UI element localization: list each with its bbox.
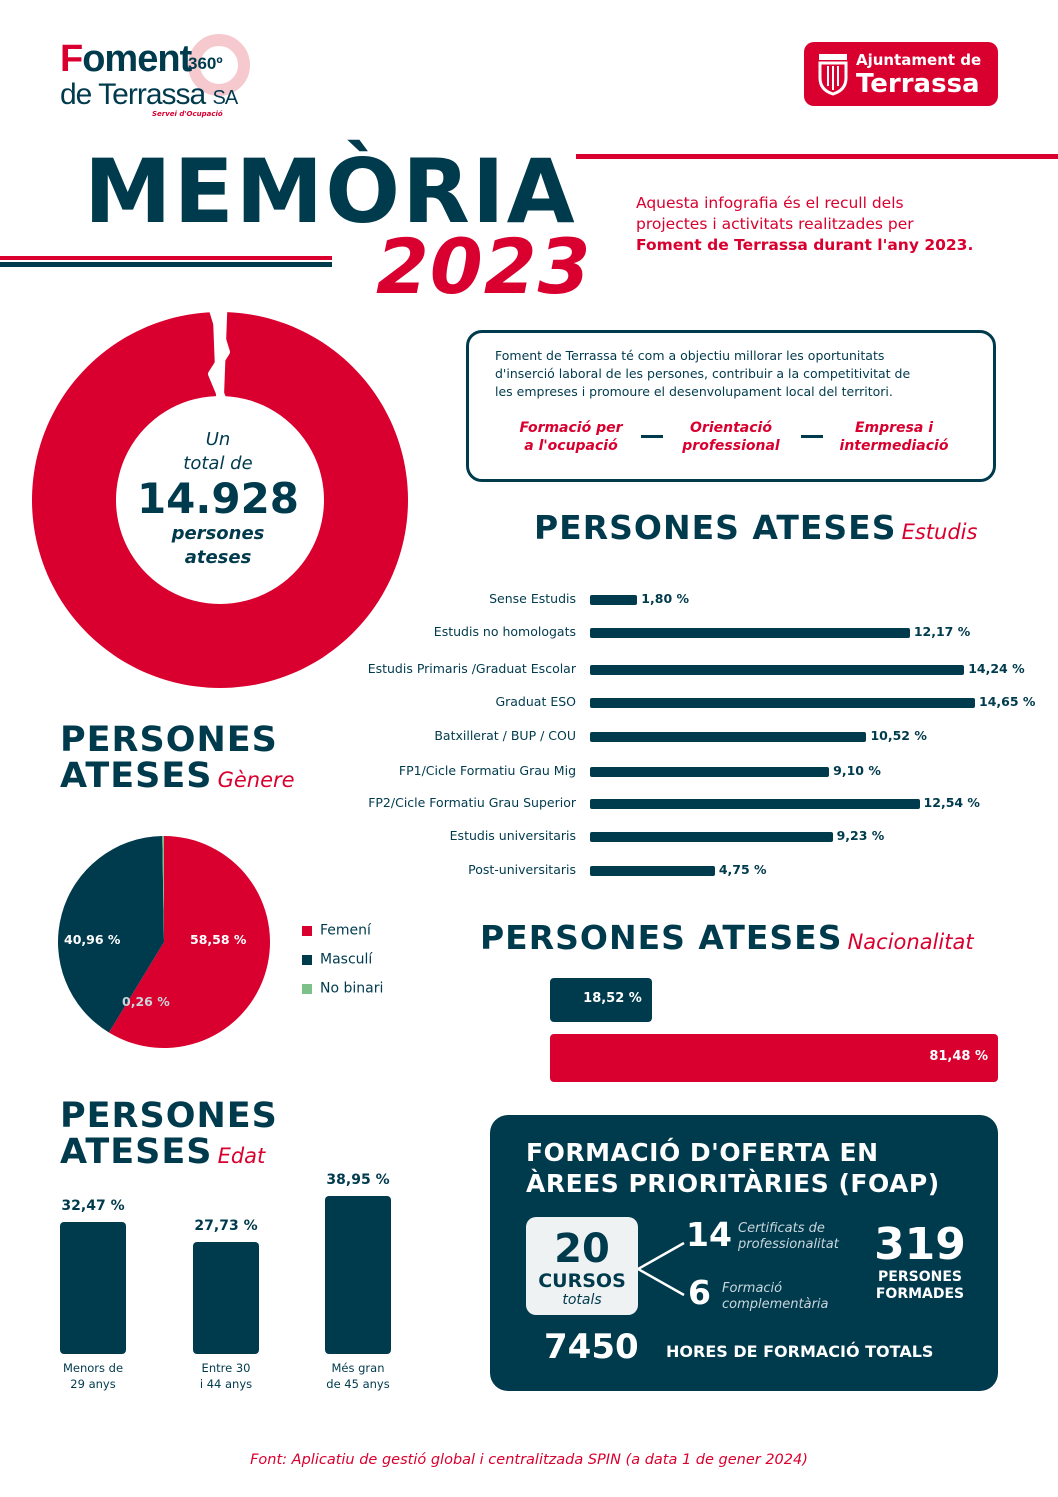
legend-swatch	[302, 984, 312, 994]
ajuntament-logo	[804, 42, 998, 106]
foap-cursos-value: 20	[554, 1226, 610, 1272]
edat-category-line: Més gran	[331, 1361, 385, 1375]
estudis-value-label: 14,65 %	[979, 694, 1036, 709]
nacionalitat-title-main: PERSONES ATESES	[480, 918, 843, 957]
estudis-value-label: 9,10 %	[833, 763, 881, 778]
foap-comp-l2: complementària	[722, 1297, 829, 1312]
objective-line2: d'inserció laboral de les persones, contribuir a la competitivitat de	[495, 366, 911, 381]
logo-badge: 360º	[188, 54, 223, 73]
edat-value-label: 38,95 %	[326, 1172, 390, 1188]
area-orientacio	[661, 419, 801, 455]
ajuntament-line1: Ajuntament de	[856, 51, 982, 69]
estudis-value-label: 4,75 %	[718, 862, 767, 877]
objective-box	[466, 330, 996, 482]
edat-value-label: 27,73 %	[194, 1217, 258, 1234]
total-text	[118, 428, 318, 570]
objective-line3: les empreses i promoure el desenvolupament local del territori.	[495, 384, 893, 399]
pie-label-masculi: 40,96 %	[64, 932, 121, 947]
edat-title-main1: PERSONES	[60, 1096, 278, 1136]
foap-cert-value: 14	[686, 1215, 732, 1254]
estudis-bar	[590, 595, 637, 605]
genere-title-main1: PERSONES	[60, 720, 278, 760]
foap-title-l1: FORMACIÓ D'OFERTA EN	[526, 1138, 879, 1167]
title-rule-left-red	[0, 256, 332, 260]
foap-cert-l2: professionalitat	[738, 1237, 839, 1252]
ajuntament-line2: Terrassa	[856, 69, 980, 99]
legend-label: Masculí	[320, 951, 373, 968]
estudis-title	[534, 508, 977, 547]
foap-title-l2: ÀREES PRIORITÀRIES (FOAP)	[526, 1169, 940, 1198]
pie-label-femeni: 58,58 %	[190, 932, 247, 947]
estudis-value-label: 12,17 %	[913, 624, 971, 639]
genere-legend-item	[302, 978, 383, 997]
logo-f-letter: F	[60, 38, 83, 80]
edat-category-line: Menors de	[62, 1361, 124, 1375]
estudis-bar	[590, 698, 975, 708]
edat-category-line: 29 anys	[70, 1377, 116, 1391]
edat-category-label	[305, 1360, 411, 1392]
edat-category-label	[173, 1360, 279, 1392]
foap-hores-label: HORES DE FORMACIÓ TOTALS	[666, 1342, 934, 1361]
estudis-label: Batxillerat / BUP / COU	[434, 728, 576, 743]
estudis-bar	[590, 665, 964, 675]
area-empresa-l2: intermediació	[839, 438, 949, 454]
logo-sa: SA	[212, 87, 238, 109]
estudis-bar	[590, 832, 833, 842]
genere-legend-item	[302, 949, 372, 968]
objective-line1: Foment de Terrassa té com a objectiu millorar les oportunitats	[495, 348, 885, 363]
total-line1: Un	[205, 429, 231, 450]
estudis-value-label: 10,52 %	[870, 728, 927, 743]
logo-line2: de Terrassa	[60, 78, 206, 111]
legend-swatch	[302, 926, 312, 936]
estudis-bar	[590, 732, 866, 742]
foap-cert-l1: Certificats de	[738, 1221, 825, 1236]
area-formacio	[497, 419, 645, 455]
foap-cursos-sub: totals	[562, 1292, 602, 1308]
foap-cert-label	[738, 1221, 839, 1253]
estudis-label: FP2/Cicle Formatiu Grau Superior	[368, 795, 576, 810]
edat-category-label	[40, 1360, 146, 1392]
total-line2: total de	[183, 453, 253, 474]
estudis-value-label: 12,54 %	[923, 795, 980, 810]
estudis-label: Estudis Primaris /Graduat Escolar	[367, 661, 576, 676]
estudis-value-label: 1,80 %	[641, 591, 690, 606]
foap-cursos-card	[526, 1217, 638, 1315]
estudis-bar	[590, 866, 715, 876]
genere-legend-item	[302, 920, 371, 939]
area-orientacio-l1: Orientació	[690, 420, 772, 436]
estudis-label: Sense Estudis	[489, 591, 576, 606]
edat-category-line: i 44 anys	[199, 1377, 253, 1391]
legend-label: No binari	[320, 980, 384, 997]
nacionalitat-value-label: 18,52 %	[583, 991, 642, 1006]
page-title: MEMÒRIA	[84, 140, 577, 243]
objective-text	[495, 347, 977, 401]
estudis-label: Estudis no homologats	[433, 624, 576, 639]
estudis-title-sub: Estudis	[901, 520, 978, 544]
intro-line2: projectes i activitats realitzades per	[636, 215, 914, 233]
total-line3: persones	[171, 523, 265, 544]
foment-logo	[56, 34, 256, 124]
foap-persones-value: 319	[874, 1219, 966, 1270]
edat-title-main2: ATESES	[60, 1132, 213, 1172]
edat-title-sub: Edat	[217, 1144, 266, 1168]
edat-bar	[60, 1222, 126, 1354]
estudis-title-main: PERSONES ATESES	[534, 508, 897, 547]
logo-line1-rest: oment	[82, 38, 192, 80]
source-note: Font: Aplicatiu de gestió global i centralitzada SPIN (a data 1 de gener 2024)	[250, 1452, 808, 1468]
edat-bar	[193, 1242, 259, 1354]
title-year: 2023	[376, 222, 592, 311]
foap-hores-value: 7450	[544, 1327, 639, 1367]
nacionalitat-title-sub: Nacionalitat	[847, 930, 974, 954]
logo-tagline: Servei d'Ocupació	[152, 110, 223, 118]
estudis-bar	[590, 628, 910, 638]
genere-title	[60, 722, 295, 800]
area-empresa	[819, 419, 969, 455]
estudis-label: Post-universitaris	[468, 862, 576, 877]
estudis-value-label: 9,23 %	[836, 828, 885, 843]
estudis-bar	[590, 767, 829, 777]
edat-bar	[325, 1196, 391, 1354]
area-orientacio-l2: professional	[682, 438, 780, 454]
estudis-label: Graduat ESO	[495, 694, 576, 709]
area-formacio-l2: a l'ocupació	[524, 438, 618, 454]
legend-swatch	[302, 955, 312, 965]
estudis-bar	[590, 799, 920, 809]
intro-line1: Aquesta infografia és el recull dels	[636, 194, 904, 212]
nacionalitat-title	[480, 918, 974, 957]
area-empresa-l1: Empresa i	[854, 420, 934, 436]
title-rule-left-navy	[0, 262, 332, 267]
area-divider-1	[641, 435, 663, 438]
foap-panel	[490, 1115, 998, 1391]
genere-title-sub: Gènere	[217, 768, 295, 792]
area-formacio-l1: Formació per	[519, 420, 623, 436]
foap-persones-l1: PERSONES	[878, 1269, 962, 1285]
edat-title	[60, 1098, 278, 1176]
foap-persones	[860, 1221, 980, 1303]
foap-comp-label	[722, 1281, 829, 1313]
total-line4: ateses	[184, 547, 252, 568]
edat-category-line: de 45 anys	[326, 1377, 390, 1391]
foap-persones-l2: FORMADES	[875, 1286, 965, 1302]
title-rule-right	[576, 154, 1058, 159]
ajuntament-shield-icon	[816, 52, 850, 96]
intro-text	[636, 193, 973, 256]
intro-line3: Foment de Terrassa durant l'any 2023.	[636, 236, 974, 254]
nacionalitat-value-label: 81,48 %	[929, 1049, 988, 1064]
legend-label: Femení	[320, 922, 371, 939]
foap-cursos-label: CURSOS	[538, 1270, 626, 1292]
foap-comp-l1: Formació	[722, 1281, 783, 1296]
genere-title-main2: ATESES	[60, 756, 213, 796]
total-value: 14.928	[136, 474, 300, 523]
edat-value-label: 32,47 %	[61, 1198, 125, 1215]
foap-connector-lines	[638, 1237, 690, 1301]
estudis-label: FP1/Cicle Formatiu Grau Mig	[398, 763, 576, 778]
estudis-label: Estudis universitaris	[449, 828, 576, 843]
foap-comp-value: 6	[688, 1273, 711, 1312]
edat-category-line: Entre 30	[201, 1361, 251, 1375]
foap-title	[526, 1137, 940, 1199]
pie-label-nobinari: 0,26 %	[122, 994, 170, 1009]
estudis-value-label: 14,24 %	[968, 661, 1025, 676]
